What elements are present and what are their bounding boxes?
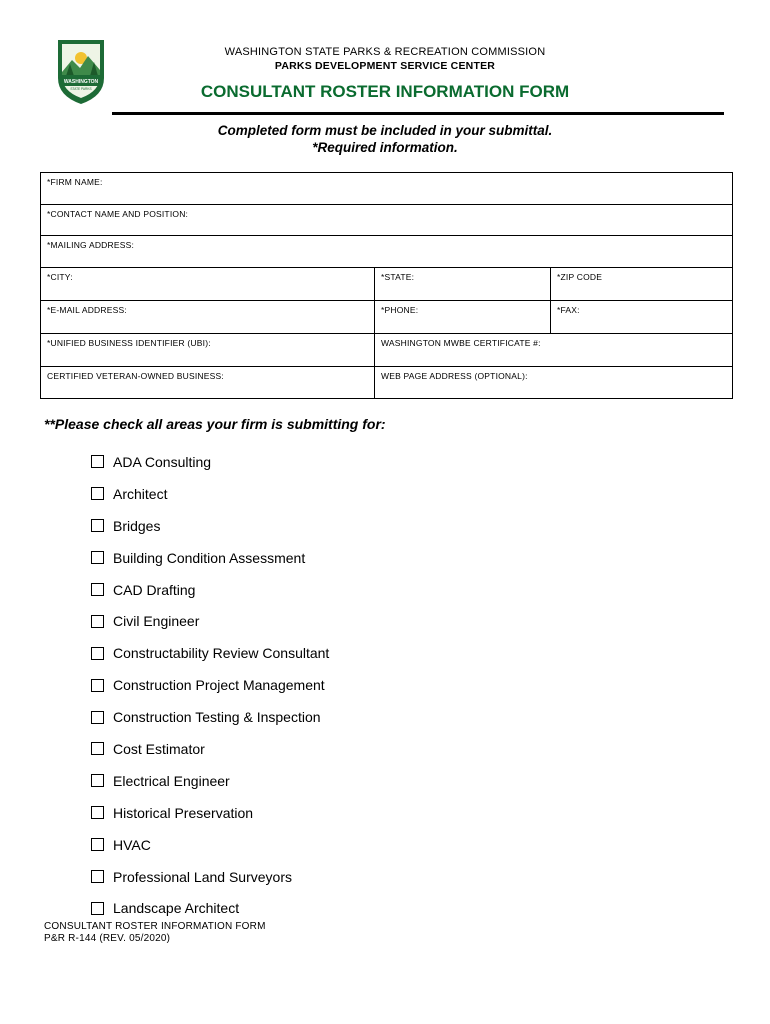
checkbox[interactable] bbox=[91, 806, 104, 819]
checklist-item-label: Construction Project Management bbox=[113, 677, 325, 694]
checklist-item[interactable] bbox=[91, 446, 329, 478]
checkbox[interactable] bbox=[91, 838, 104, 851]
footer-form-name: CONSULTANT ROSTER INFORMATION FORM bbox=[44, 921, 266, 932]
email-label: *E-MAIL ADDRESS: bbox=[47, 305, 127, 315]
checkbox[interactable] bbox=[91, 615, 104, 628]
required-note: *Required information. bbox=[312, 140, 458, 155]
mwbe-label: WASHINGTON MWBE CERTIFICATE #: bbox=[381, 338, 541, 348]
checklist-item-label: Landscape Architect bbox=[113, 900, 240, 917]
checklist-item-label: Historical Preservation bbox=[113, 804, 254, 821]
email-field[interactable] bbox=[41, 301, 375, 334]
checkbox[interactable] bbox=[91, 902, 104, 915]
web-page-label: WEB PAGE ADDRESS (OPTIONAL): bbox=[381, 371, 528, 381]
ubi-field[interactable] bbox=[41, 334, 375, 367]
checklist-item[interactable] bbox=[91, 542, 329, 574]
firm-info-table bbox=[40, 172, 733, 399]
city-label: *CITY: bbox=[47, 272, 73, 282]
fax-label: *FAX: bbox=[557, 305, 580, 315]
checkbox[interactable] bbox=[91, 647, 104, 660]
contact-name-label: *CONTACT NAME AND POSITION: bbox=[47, 209, 189, 219]
web-page-field[interactable] bbox=[375, 367, 733, 399]
checklist-item-label: HVAC bbox=[113, 836, 151, 853]
form-title: CONSULTANT ROSTER INFORMATION FORM bbox=[200, 82, 570, 101]
state-field[interactable] bbox=[375, 268, 551, 301]
phone-field[interactable] bbox=[375, 301, 551, 334]
checklist-item-label: ADA Consulting bbox=[113, 453, 212, 470]
firm-name-field[interactable] bbox=[41, 173, 733, 205]
checklist-item[interactable] bbox=[91, 478, 329, 510]
checklist-item-label: Architect bbox=[113, 485, 168, 502]
checklist-item-label: Professional Land Surveyors bbox=[113, 868, 292, 885]
ubi-label: *UNIFIED BUSINESS IDENTIFIER (UBI): bbox=[47, 338, 211, 348]
footer-form-number: P&R R-144 (REV. 05/2020) bbox=[44, 933, 171, 944]
checklist-item-label: Constructability Review Consultant bbox=[113, 645, 330, 662]
checklist-item[interactable] bbox=[91, 829, 329, 861]
checkbox[interactable] bbox=[91, 870, 104, 883]
checklist-item[interactable] bbox=[91, 733, 329, 765]
checklist-item-label: Electrical Engineer bbox=[113, 772, 230, 789]
svg-text:WASHINGTON: WASHINGTON bbox=[63, 79, 99, 85]
city-field[interactable] bbox=[41, 268, 375, 301]
checkbox[interactable] bbox=[91, 774, 104, 787]
checkbox[interactable] bbox=[91, 679, 104, 692]
checklist-item[interactable] bbox=[91, 861, 329, 893]
submittal-instruction: Completed form must be included in your submittal. bbox=[217, 123, 553, 138]
submission-areas-list bbox=[91, 446, 329, 924]
checklist-item[interactable] bbox=[91, 574, 329, 606]
zip-field[interactable] bbox=[551, 268, 733, 301]
firm-name-label: *FIRM NAME: bbox=[47, 177, 103, 187]
mwbe-field[interactable] bbox=[375, 334, 733, 367]
checklist-item-label: Building Condition Assessment bbox=[113, 549, 306, 566]
veteran-owned-label: CERTIFIED VETERAN-OWNED BUSINESS: bbox=[47, 371, 224, 381]
service-center-name: PARKS DEVELOPMENT SERVICE CENTER bbox=[274, 60, 496, 72]
checklist-item[interactable] bbox=[91, 510, 329, 542]
washington-state-parks-logo bbox=[54, 38, 108, 106]
title-rule bbox=[112, 112, 724, 115]
mailing-address-label: *MAILING ADDRESS: bbox=[47, 240, 135, 250]
checkbox[interactable] bbox=[91, 455, 104, 468]
checklist-item-label: CAD Drafting bbox=[113, 581, 196, 598]
checklist-item-label: Construction Testing & Inspection bbox=[113, 709, 321, 726]
checklist-item-label: Civil Engineer bbox=[113, 613, 200, 630]
checklist-item[interactable] bbox=[91, 765, 329, 797]
checklist-item[interactable] bbox=[91, 637, 329, 669]
checkbox[interactable] bbox=[91, 583, 104, 596]
checklist-item[interactable] bbox=[91, 701, 329, 733]
checkbox[interactable] bbox=[91, 711, 104, 724]
checkbox[interactable] bbox=[91, 487, 104, 500]
veteran-owned-field[interactable] bbox=[41, 367, 375, 399]
checkbox[interactable] bbox=[91, 742, 104, 755]
checklist-heading: **Please check all areas your firm is submitting for: bbox=[44, 416, 386, 432]
agency-name: WASHINGTON STATE PARKS & RECREATION COMMISSION bbox=[224, 46, 546, 58]
checklist-item[interactable] bbox=[91, 797, 329, 829]
checklist-item[interactable] bbox=[91, 892, 329, 924]
checklist-item[interactable] bbox=[91, 605, 329, 637]
checkbox[interactable] bbox=[91, 551, 104, 564]
checkbox[interactable] bbox=[91, 519, 104, 532]
phone-label: *PHONE: bbox=[381, 305, 419, 315]
state-label: *STATE: bbox=[381, 272, 415, 282]
checklist-item[interactable] bbox=[91, 669, 329, 701]
contact-name-field[interactable] bbox=[41, 205, 733, 236]
svg-text:STATE PARKS: STATE PARKS bbox=[70, 87, 92, 91]
mailing-address-field[interactable] bbox=[41, 236, 733, 268]
checklist-item-label: Cost Estimator bbox=[113, 740, 205, 757]
zip-label: *ZIP CODE bbox=[557, 272, 603, 282]
fax-field[interactable] bbox=[551, 301, 733, 334]
checklist-item-label: Bridges bbox=[113, 517, 161, 534]
